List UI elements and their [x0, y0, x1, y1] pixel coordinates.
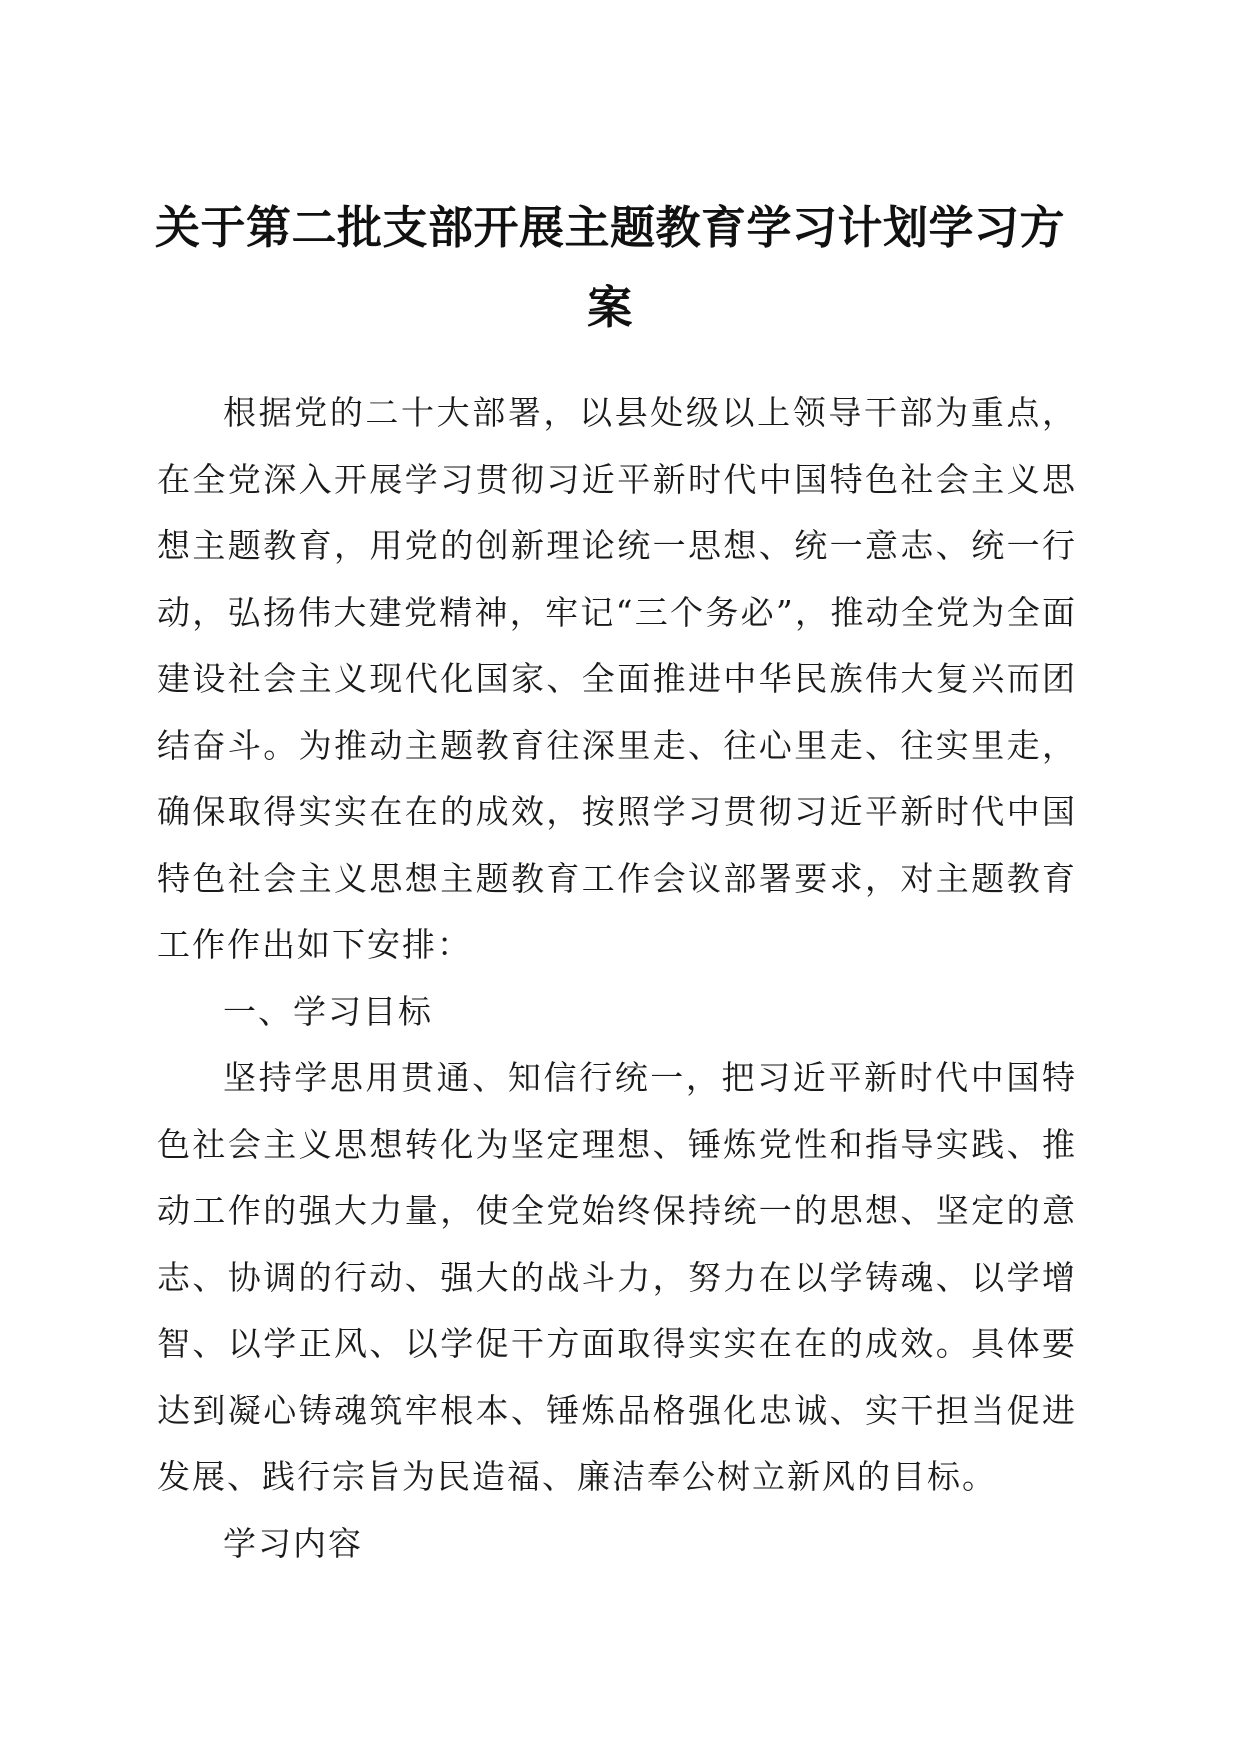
section-heading-learning-content: 学习内容: [223, 1523, 363, 1563]
intro-paragraph: 根据党的二十大部署，以县处级以上领导干部为重点，在全党深入开展学习贯彻习近平新时代中国特色社会主义思想主题教育，用党的创新理论统一思想、统一意志、统一行动，弘扬伟大建党精神，牢记“三个务必”，推动全党为全面建设社会主义现代化国家、全面推进中华民族伟大复兴而团结奋斗。为推动主题教育往深里走、往心里走、往实里走，确保取得实实在在的成效，按照学习贯彻习近平新时代中国特色社会主义思想主题教育工作会议部署要求，对主题教育工作作出如下安排：: [157, 393, 1077, 964]
document-body: [157, 380, 1077, 1577]
learning-goals-paragraph: 坚持学思用贯通、知信行统一，把习近平新时代中国特色社会主义思想转化为坚定理想、锤炼党性和指导实践、推动工作的强大力量，使全党始终保持统一的思想、坚定的意志、协调的行动、强大的战斗力，努力在以学铸魂、以学增智、以学正风、以学促干方面取得实实在在的成效。具体要达到凝心铸魂筑牢根本、锤炼品格强化忠诚、实干担当促进发展、践行宗旨为民造福、廉洁奉公树立新风的目标。: [157, 1058, 1077, 1496]
section-heading-learning-goals: 一、学习目标: [223, 991, 433, 1031]
document-title: 关于第二批支部开展主题教育学习计划学习方案: [154, 201, 1065, 334]
